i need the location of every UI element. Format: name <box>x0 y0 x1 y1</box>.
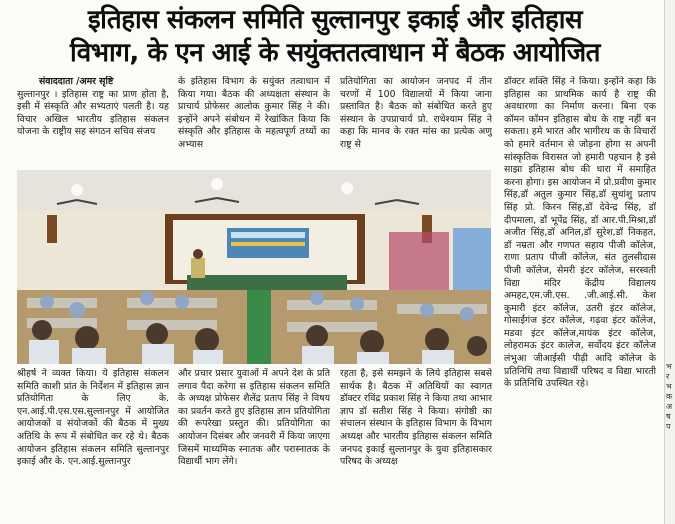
byline: संवाददाता /अमर सृष्टि <box>39 76 114 87</box>
meeting-photo <box>17 170 491 364</box>
column-3-top: प्रतियोगिता का आयोजन जनपद में तीन चरणों में 100 विद्यालयों में किया जाना प्रस्तावित है। बैठक को संबोधित करते हुए संस्थान के उपप्राचार्य प्रो. राधेश्याम सिंह ने कहा कि मानव के रक्त मांस का प्रत्येक अणु राष्ट्र से <box>340 76 492 150</box>
headline-line-1: इतिहास संकलन समिति सुल्तानपुर इकाई और इतिहास <box>87 5 583 35</box>
meeting-photo-illustration <box>17 170 491 364</box>
column-3-bottom: रहता है, इसे समझने के लिये इतिहास सबसे सार्थक है। बैठक में अतिथियों का स्वागत डॉक्टर रविंद्र प्रकाश सिंह ने किया तथा आभार ज्ञाप डॉ सतीश सिंह ने किया। संगोष्ठी का संचालन संस्थान के इतिहास विभाग के विभाग अध्यक्ष और भारतीय इतिहास संकलन समिति जनपद इकाई सुल्तानपुर के युवा इतिहासकार परिषद के अध्यक्ष <box>340 368 492 468</box>
column-2-top: के इतिहास विभाग के सयुंक्त तत्वाधान में किया गया। बैठक की अध्यक्षता संस्थान के प्राचार्य प्रोफेसर आलोक कुमार सिंह ने की। इन्होंने अपने संबोधन में रेखांकित किया कि संस्कृति और इतिहास के महत्वपूर्ण तथ्यों का अभ्यास <box>178 76 330 150</box>
column-4: डॉक्टर शक्ति सिंह ने किया। इन्होंने कहा कि इतिहास का प्राथमिक कार्य है राष्ट्र की अवधारणा का निर्माण करना। बिना एक कॉमन कॉमन इतिहास बोध के राष्ट्र नहीं बन सकता। हमे भारत और भागीरथ क के विचारों को हमारे वर्तमान से जोड़ना होगा स अपनी सांस्कृतिक विरासत जो हमारी पहचान है इसे साझा इतिहास बोध की धारा में समाहित करना होगा। इस आयोजन में प्रो.प्रवीण कुमार सिंह,डॉ अतुल कुमार सिंह,डॉ सुधांशु प्रताप सिंह प्रो. किरन सिंह,डॉ देवेन्द्र सिंह, डॉ दीपमाला, डॉ भूपेंद्र सिंह, डॉ आर.पी.मिश्रा,डॉ अजीत सिंह,डॉ अनिल,डॉ सुरेश,डॉ निकहत, डॉ नम्रता और गणपत सहाय पीजी कॉलेज, राणा प्रताप पीजी कॉलेज, संत तुलसीदास पीजी कॉलेज, सेमरी इंटर कॉलेज, सरस्वती विद्या मंदिर केंद्रीय विद्यालय अमहट,एम.जी.एस. .जी.आई.सी. केश कुमारी इंटर कॉलेज, उतरी इंटर कॉलेज, गोसाईंगंज इंटर कॉलेज, गढ़वा इंटर कॉलेज, मडवा इंटर कॉलेज,मायंक इंटर कॉलेज, लोहरामऊ इंटर कालेज, सर्वोदय इंटर कॉलेज लंभुआ जीआईसी पीढ़ी आदि कॉलेज के प्रतिनिधि तथा विद्यार्थी परिषद व विद्या भारती के प्रतिनिधि उपस्थित रहे। <box>504 76 656 390</box>
column-2-bottom: और प्रचार प्रसार युवाओं में अपने देश के प्रति लगाव पैदा करेगा स इतिहास संकलन समिति के अध्यक्ष प्रोफेसर शैलेंद्र प्रताप सिंह ने विषय का प्रवर्तन करते हुए इतिहास ज्ञान प्रतियोगिता की रूपरेखा प्रस्तुत की। प्रतियोगिता का आयोजन दिसंबर और जनवरी में किया जाएगा जिसमें माध्यमिक स्नातक और परास्नातक के विद्यार्थी भाग लेंगे। <box>178 368 330 468</box>
adjacent-column-edge <box>664 0 675 524</box>
column-1-top-text: सुल्तानपुर । इतिहास राष्ट्र का प्राण होता है, इसी में संस्कृति और सभ्यताएं पलती है। यह विचार अखिल भारतीय इतिहास संकलन योजना के राष्ट्रीय सह संगठन सचिव संजय <box>17 88 169 138</box>
headline <box>10 4 660 70</box>
column-1-top <box>17 76 169 168</box>
adjacent-column-text: भ र भ क अ ष प <box>666 362 673 431</box>
headline-line-2: विभाग, के एन आई के सयुंक्ततत्वाधान में बैठक आयोजित <box>70 38 600 68</box>
column-1-bottom: श्रीहर्ष ने व्यक्त किया। ये इतिहास संकलन समिति काशी प्रांत के निर्देशन में इतिहास ज्ञान प्रतियोगिता के लिए के. एन.आई.पी.एस.एस.सुल्तानपुर में आयोजित आयोजकों व संयोजकों की बैठक में मुख्य अतिथि के रूप में संबोधित कर रहे थे। बैठक आयोजन इतिहास संकलन समिति सुल्तानपुर इकाई और के. एन.आई.सुल्तानपुर <box>17 368 169 468</box>
